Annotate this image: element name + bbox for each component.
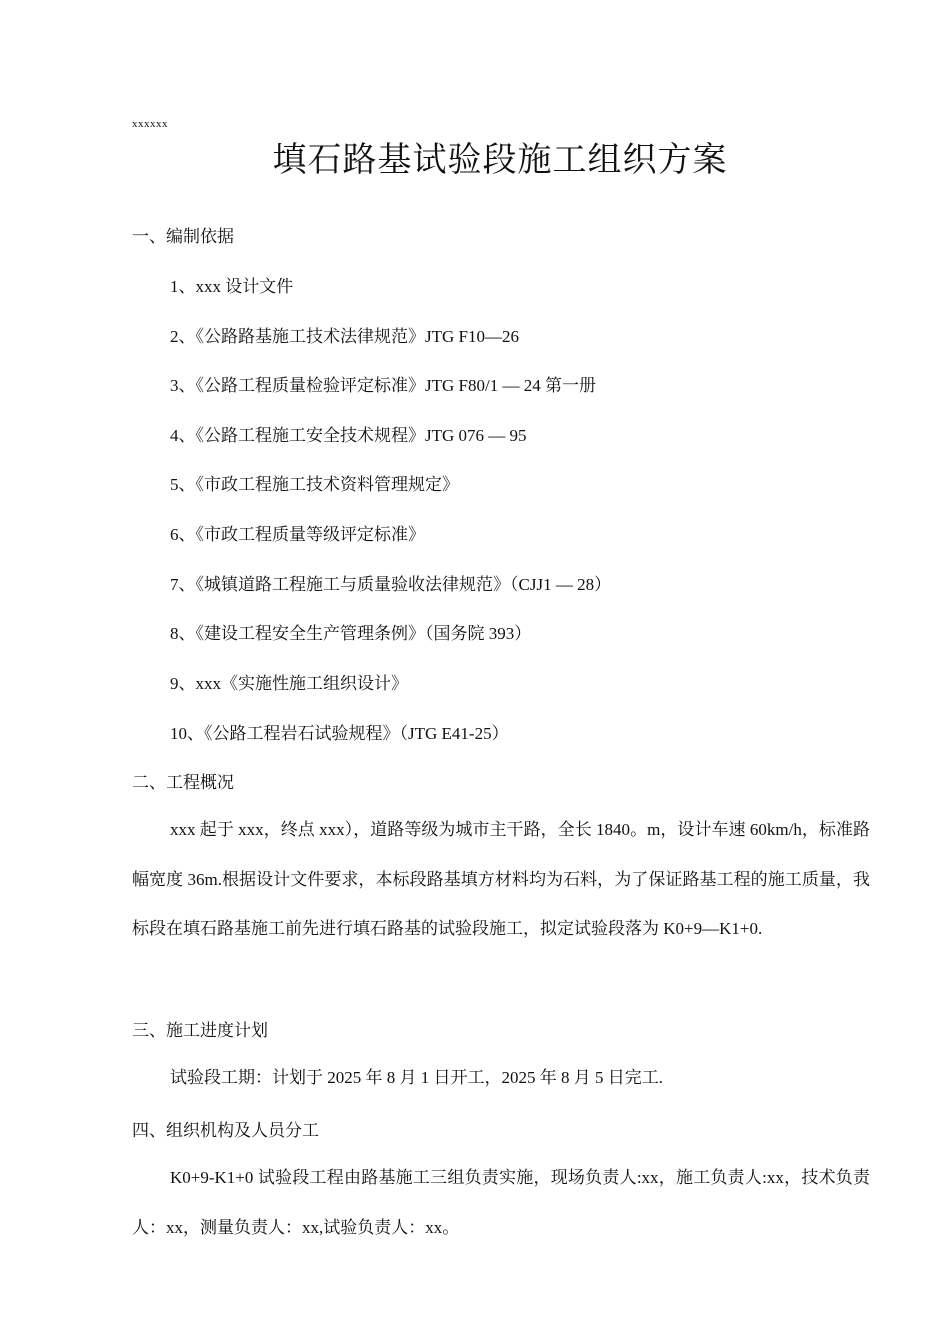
basis-item-5: 5、《市政工程施工技术资料管理规定》	[170, 475, 459, 494]
basis-item-9: 9、xxx《实施性施工组织设计》	[170, 674, 408, 693]
basis-item-10: 10、《公路工程岩石试验规程》（JTG E41-25）	[170, 724, 509, 743]
basis-item-4: 4、《公路工程施工安全技术规程》JTG 076 — 95	[170, 426, 527, 445]
document-title: 填石路基试验段施工组织方案	[272, 142, 728, 179]
basis-item-1: 1、xxx 设计文件	[170, 277, 294, 296]
section-heading-organization: 四、组织机构及人员分工	[132, 1121, 319, 1140]
basis-item-3: 3、《公路工程质量检验评定标准》JTG F80/1 — 24 第一册	[170, 376, 596, 395]
section-heading-schedule: 三、施工进度计划	[132, 1021, 268, 1040]
basis-item-6: 6、《市政工程质量等级评定标准》	[170, 525, 425, 544]
schedule-paragraph: 试验段工期：计划于 2025 年 8 月 1 日开工，2025 年 8 月 5 日完工.	[170, 1068, 663, 1087]
organization-paragraph: K0+9-K1+0 试验段工程由路基施工三组负责实施，现场负责人:xx，施工负责人:xx，技术负责人：xx，测量负责人：xx,试验负责人：xx。	[132, 1168, 870, 1237]
header-code: xxxxxx	[132, 118, 168, 130]
section-heading-overview: 二、工程概况	[132, 773, 234, 792]
basis-item-8: 8、《建设工程安全生产管理条例》（国务院 393）	[170, 624, 532, 643]
basis-item-2: 2、《公路路基施工技术法律规范》JTG F10—26	[170, 327, 519, 346]
basis-item-7: 7、《城镇道路工程施工与质量验收法律规范》（CJJ1 — 28）	[170, 575, 612, 594]
section-heading-basis: 一、编制依据	[132, 227, 234, 246]
overview-paragraph: xxx 起于 xxx，终点 xxx），道路等级为城市主干路，全长 1840。m，设计车速 60km/h，标准路幅宽度 36m.根据设计文件要求，本标段路基填方材料均为石料，为了保证路基工程的施工质量，我标段在填石路基施工前先进行填石路基的试验段施工，拟定试验段落为 K0+9—K1+0.	[132, 820, 870, 939]
